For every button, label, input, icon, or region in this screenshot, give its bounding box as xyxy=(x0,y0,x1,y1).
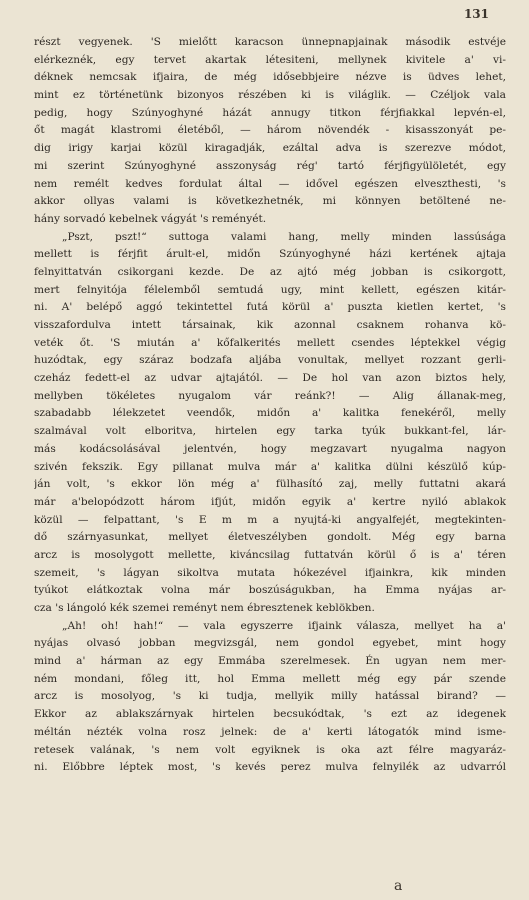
text-line: mert felnyitója félelemből semtudá ugy, mint kellett, egészen kitár- xyxy=(34,283,506,296)
paragraph-end-line: cza 's lángoló kék szemei reményt nem ébresztenek keblökben. xyxy=(34,602,375,614)
text-line: dő szárnyasunkat, mellyet életveszélyben gondolt. Még egy barna xyxy=(34,531,506,544)
text-line: részt vegyenek. 'S mielőtt karacson ünnepnapjainak második estvéje xyxy=(34,36,506,48)
text-line: visszafordulva intett társainak, kik azonnal csaknem rohanva kö- xyxy=(34,319,506,331)
text-line: már a'belopódzott három ifjút, midőn egyik a' kertre nyiló ablakok xyxy=(34,495,506,508)
text-line: czeház fedett-el az udvar ajtajától. — De hol van azon biztos hely, xyxy=(34,372,506,385)
text-line: nem remélt kedves fordulat által — idővel egészen elveszthesti, 's xyxy=(34,177,506,190)
text-line: méltán nézték volna rosz jelnek: de a' kerti látogatók mind isme- xyxy=(34,725,506,738)
text-line: mi szerint Szúnyoghyné asszonyság rég' tartó férjfigyülöletét, egy xyxy=(34,159,506,172)
text-line: nyájas olvasó jobban megvizsgál, nem gondol egyebet, mint hogy xyxy=(34,637,506,650)
paragraph-start-line: „Pszt, pszt!“ suttoga valami hang, melly minden lassúsága xyxy=(62,230,506,243)
text-line: ném mondani, főleg itt, hol Emma mellett még egy pár szende xyxy=(34,672,506,685)
text-line: mellett is férjfit árult-el, midőn Szúnyoghyné házi kertének ajtaja xyxy=(34,248,506,261)
text-line: arcz is mosolygott mellette, kiváncsilag futtatván körül ő is a' téren xyxy=(34,548,506,561)
text-line: déknek nemcsak ifjaira, de még idősebbjeire nézve is üdves lehet, xyxy=(34,71,506,84)
page-number: 131 xyxy=(463,7,489,21)
text-line: szalmával volt elboritva, hirtelen egy tarka tyúk bukkant-fel, lár- xyxy=(34,425,506,438)
text-line: ni. Előbbre léptek most, 's kevés perez mulva felnyilék az udvarról xyxy=(34,761,506,774)
text-line: szemeit, 's lágyan sikoltva mutata hókezével ifjainkra, kik minden xyxy=(34,566,506,579)
paragraph-end-line: hány sorvadó kebelnek vágyát 's reményét. xyxy=(34,212,267,225)
text-line: ni. A' belépő aggó tekintettel futá körül a' puszta kietlen kertet, 's xyxy=(34,301,506,314)
text-line: veték őt. 'S miután a' kőfalkerités mellett csendes léptekkel végig xyxy=(34,336,506,349)
text-line: más kodácsolásával jelentvén, hogy megzavart nyugalma nagyon xyxy=(34,442,506,455)
text-line: elérkeznék, egy tervet akartak létesiteni, mellynek kivitele a' vi- xyxy=(34,53,506,66)
body-text xyxy=(34,34,506,777)
text-line: szabadabb lélekzetet veendők, midőn a' kalitka fenekéről, melly xyxy=(34,407,506,420)
printer-signature-mark: a xyxy=(394,878,403,894)
text-line: ján volt, 's ekkor lön még a' fülhasító zaj, melly futtatni akará xyxy=(34,478,506,491)
text-line: pedig, hogy Szúnyoghyné házát annugy titkon férjfiakkal lepvén-el, xyxy=(34,106,506,119)
text-line: akkor ollyas valami is következhetnék, mi könnyen betöltené ne- xyxy=(34,195,506,208)
paragraph-start-line: „Ah! oh! hah!“ — vala egyszerre ifjaink válasza, mellyet ha a' xyxy=(62,619,506,632)
text-line: arcz is mosolyog, 's ki tudja, mellyik milly hatással birand? — xyxy=(34,690,506,703)
text-line: őt magát klastromi életéből, — három növendék - kisasszonyát pe- xyxy=(34,124,506,137)
text-line: mellyben tökéletes nyugalom vár reánk?! — Alig állanak-meg, xyxy=(34,389,506,402)
text-line: felnyittatván csikorgani kezde. De az ajtó még jobban is csikorgott, xyxy=(34,265,506,278)
text-line: tyúkot elátkoztak volna már boszúságukban, ha Emma nyájas ar- xyxy=(34,584,506,597)
text-line: Ekkor az ablakszárnyak hirtelen becsukódtak, 's ezt az idegenek xyxy=(34,708,506,721)
text-line: dig irigy karjai közül kiragadják, ezáltal adva is szerezve módot, xyxy=(34,142,506,155)
text-line: mind a' hárman az egy Emmába szerelmesek. Én ugyan nem mer- xyxy=(34,655,506,668)
text-line: közül — felpattant, 's E m m a nyujtá-ki angyalfejét, megtekinten- xyxy=(34,513,506,526)
text-line: szivén fekszik. Egy pillanat mulva már a' kalitka dülni készülő kúp- xyxy=(34,460,506,473)
text-line: huzódtak, egy száraz bodzafa aljába vonultak, mellyet rozzant gerli- xyxy=(34,354,506,367)
text-line: retesek valának, 's nem volt egyiknek is oka azt félre magyaráz- xyxy=(34,743,506,756)
text-line: mint ez történetünk bizonyos részében ki is világlik. — Czéljok vala xyxy=(34,89,506,102)
